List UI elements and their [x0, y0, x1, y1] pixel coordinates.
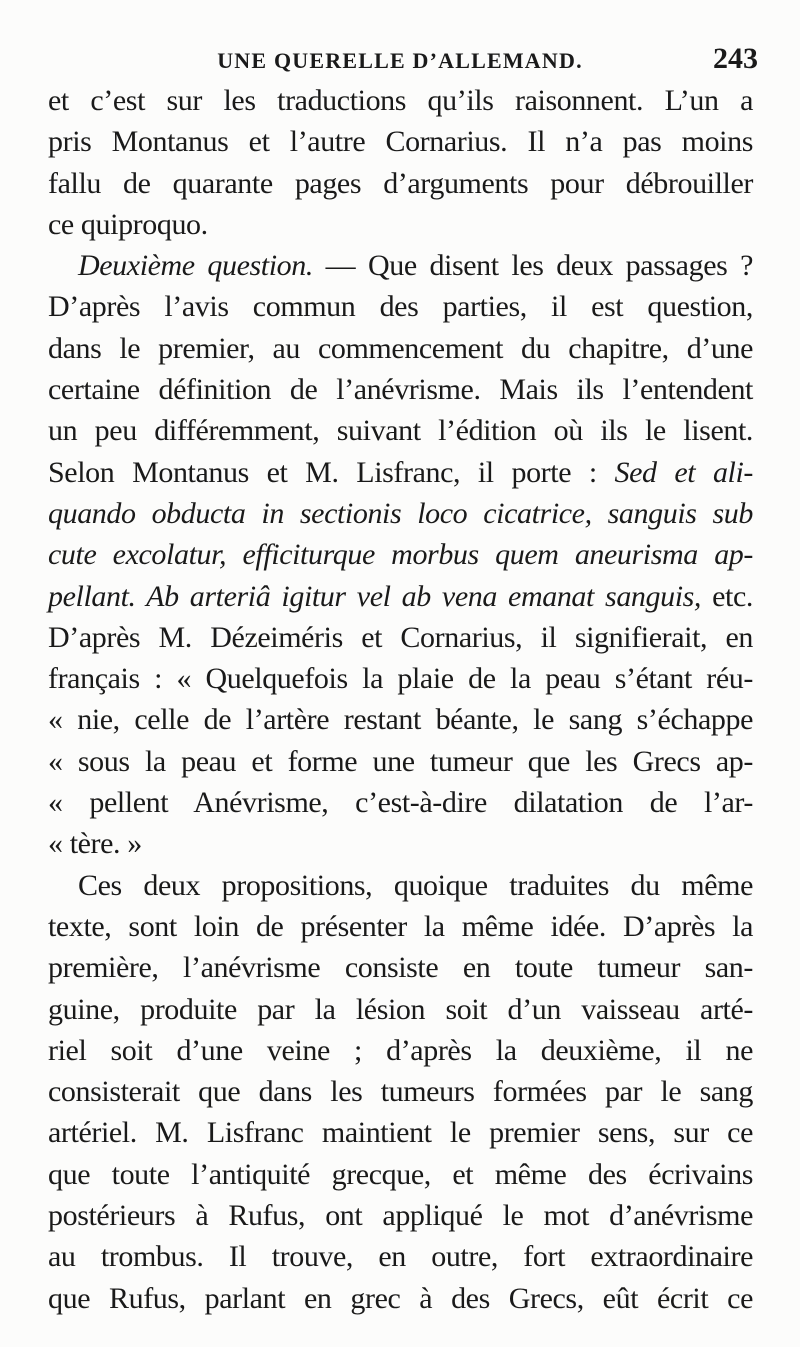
running-title: UNE QUERELLE D’ALLEMAND. [217, 48, 583, 73]
text-line [48, 534, 753, 575]
text-line [48, 947, 753, 988]
text-line [48, 865, 753, 906]
roman-text: un peu différemment, suivant l’édition où ils le lisent. [48, 414, 753, 448]
roman-text: D’après l’avis commun des parties, il est question, [48, 290, 753, 324]
roman-text: certaine définition de l’anévrisme. Mais ils l’entendent [48, 373, 753, 407]
roman-text: Ces deux propositions, quoique traduites du même [78, 868, 753, 902]
roman-text: au trombus. Il trouve, en outre, fort extraordinaire [48, 1240, 753, 1274]
text-line [48, 328, 753, 369]
text-line [48, 1278, 753, 1319]
text-line [48, 1030, 753, 1071]
roman-text: fallu de quarante pages d’arguments pour débrouiller [48, 166, 753, 200]
text-line [48, 576, 753, 617]
text-line [48, 286, 753, 327]
italic-text: pellant. Ab arteriâ igitur vel ab vena emanat sanguis, [48, 579, 702, 613]
text-line [48, 121, 753, 162]
text-line [48, 493, 753, 534]
roman-text: postérieurs à Rufus, ont appliqué le mot d’anévrisme [48, 1199, 753, 1233]
roman-text: artériel. M. Lisfranc maintient le premier sens, sur ce [48, 1116, 753, 1150]
body-text [48, 80, 753, 1319]
text-line [48, 410, 753, 451]
text-line [48, 658, 753, 699]
roman-text: Selon Montanus et M. Lisfranc, il porte : [48, 455, 597, 489]
roman-text: guine, produite par la lésion soit d’un vaisseau arté- [48, 992, 753, 1026]
roman-text: — Que disent les deux passages ? [312, 249, 753, 283]
roman-text: première, l’anévrisme consiste en toute tumeur san- [48, 951, 753, 985]
roman-text: consisterait que dans les tumeurs formées par le sang [48, 1075, 753, 1109]
text-line [48, 782, 753, 823]
running-head [40, 40, 760, 80]
text-line [48, 699, 753, 740]
text-line [48, 741, 753, 782]
roman-text: que toute l’antiquité grecque, et même des écrivains [48, 1157, 753, 1191]
roman-text: « sous la peau et forme une tumeur que les Grecs ap- [48, 744, 753, 778]
roman-text: « nie, celle de l’artère restant béante, le sang s’échappe [48, 703, 753, 737]
text-line [48, 823, 753, 864]
text-line [48, 163, 753, 204]
text-line [48, 617, 753, 658]
roman-text: D’après M. Dézeiméris et Cornarius, il signifierait, en [48, 620, 753, 654]
page-number: 243 [713, 42, 758, 75]
roman-text: riel soit d’une veine ; d’après la deuxième, il ne [48, 1033, 753, 1067]
text-line [48, 204, 753, 245]
roman-text: pris Montanus et l’autre Cornarius. Il n’a pas moins [48, 125, 753, 159]
roman-text: « tère. » [48, 827, 142, 861]
roman-text: « pellent Anévrisme, c’est-à-dire dilatation de l’ar- [48, 786, 753, 820]
roman-text: français : « Quelquefois la plaie de la peau s’étant réu- [48, 662, 753, 696]
roman-text: texte, sont loin de présenter la même idée. D’après la [48, 909, 753, 943]
text-line [48, 452, 753, 493]
text-line [48, 245, 753, 286]
italic-text: Sed et ali- [596, 455, 754, 489]
text-line [48, 369, 753, 410]
italic-text: Deuxième question. [78, 249, 313, 283]
text-line [48, 989, 753, 1030]
text-line [48, 1071, 753, 1112]
italic-text: quando obducta in sectionis loco cicatrice, sanguis sub [48, 496, 753, 530]
text-line [48, 80, 753, 121]
roman-text: dans le premier, au commencement du chapitre, d’une [48, 331, 753, 365]
text-line [48, 1195, 753, 1236]
roman-text: que Rufus, parlant en grec à des Grecs, eût écrit ce [48, 1281, 753, 1315]
roman-text: et c’est sur les traductions qu’ils raisonnent. L’un a [48, 84, 753, 117]
text-line [48, 1154, 753, 1195]
text-line [48, 1112, 753, 1153]
italic-text: cute excolatur, efficiturque morbus quem aneurisma ap- [48, 538, 753, 572]
roman-text: etc. [701, 579, 754, 613]
roman-text: ce quiproquo. [48, 207, 208, 241]
text-line [48, 1236, 753, 1277]
text-line [48, 906, 753, 947]
